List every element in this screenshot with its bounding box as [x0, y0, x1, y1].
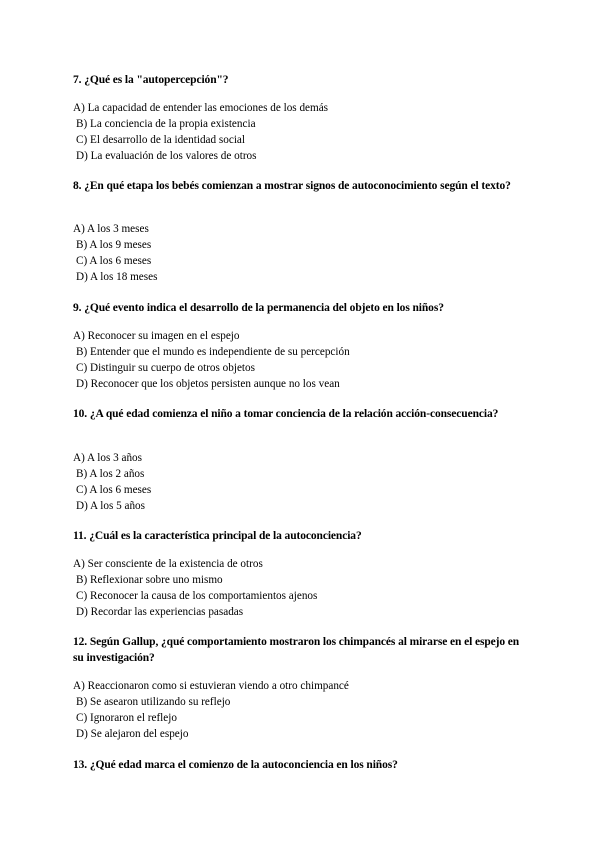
- question-9-option-d: D) Reconocer que los objetos persisten aunque no los vean: [76, 378, 340, 390]
- question-12-option-a: A) Reaccionaron como si estuvieran viendo a otro chimpancé: [73, 680, 349, 692]
- question-11-option-a: A) Ser consciente de la existencia de otros: [73, 558, 263, 570]
- question-11-option-b: B) Reflexionar sobre uno mismo: [76, 574, 223, 586]
- question-10-option-a: A) A los 3 años: [73, 452, 142, 464]
- question-7: 7. ¿Qué es la "autopercepción"?: [73, 74, 229, 86]
- question-9-option-c: C) Distinguir su cuerpo de otros objetos: [76, 362, 255, 374]
- question-8: 8. ¿En qué etapa los bebés comienzan a mostrar signos de autoconocimiento según el texto?: [73, 180, 511, 192]
- question-8-option-d: D) A los 18 meses: [76, 271, 158, 283]
- question-12-option-c: C) Ignoraron el reflejo: [76, 712, 177, 724]
- question-11-option-c: C) Reconocer la causa de los comportamientos ajenos: [76, 590, 318, 602]
- question-10-option-b: B) A los 2 años: [76, 468, 145, 480]
- question-9-option-a: A) Reconocer su imagen en el espejo: [73, 330, 240, 342]
- question-11: 11. ¿Cuál es la característica principal de la autoconciencia?: [73, 530, 362, 542]
- question-7-option-a: A) La capacidad de entender las emociones de los demás: [73, 102, 329, 114]
- question-9: 9. ¿Qué evento indica el desarrollo de la permanencia del objeto en los niños?: [73, 302, 444, 314]
- question-7-option-c: C) El desarrollo de la identidad social: [76, 134, 246, 146]
- question-7-option-b: B) La conciencia de la propia existencia: [76, 118, 256, 130]
- question-12-option-b: B) Se asearon utilizando su reflejo: [76, 696, 231, 708]
- question-11-option-d: D) Recordar las experiencias pasadas: [76, 606, 244, 618]
- question-8-option-b: B) A los 9 meses: [76, 239, 152, 251]
- question-12-option-d: D) Se alejaron del espejo: [76, 728, 189, 740]
- question-9-option-b: B) Entender que el mundo es independiente de su percepción: [76, 346, 350, 358]
- question-12: 12. Según Gallup, ¿qué comportamiento mostraron los chimpancés al mirarse en el espejo en su investigación?: [73, 636, 520, 664]
- question-10-option-d: D) A los 5 años: [76, 500, 145, 512]
- question-8-option-c: C) A los 6 meses: [76, 255, 152, 267]
- question-7-option-d: D) La evaluación de los valores de otros: [76, 150, 257, 162]
- question-13: 13. ¿Qué edad marca el comienzo de la autoconciencia en los niños?: [73, 759, 398, 771]
- question-8-option-a: A) A los 3 meses: [73, 223, 149, 235]
- question-10: 10. ¿A qué edad comienza el niño a tomar conciencia de la relación acción-consecuencia?: [73, 408, 499, 420]
- question-10-option-c: C) A los 6 meses: [76, 484, 152, 496]
